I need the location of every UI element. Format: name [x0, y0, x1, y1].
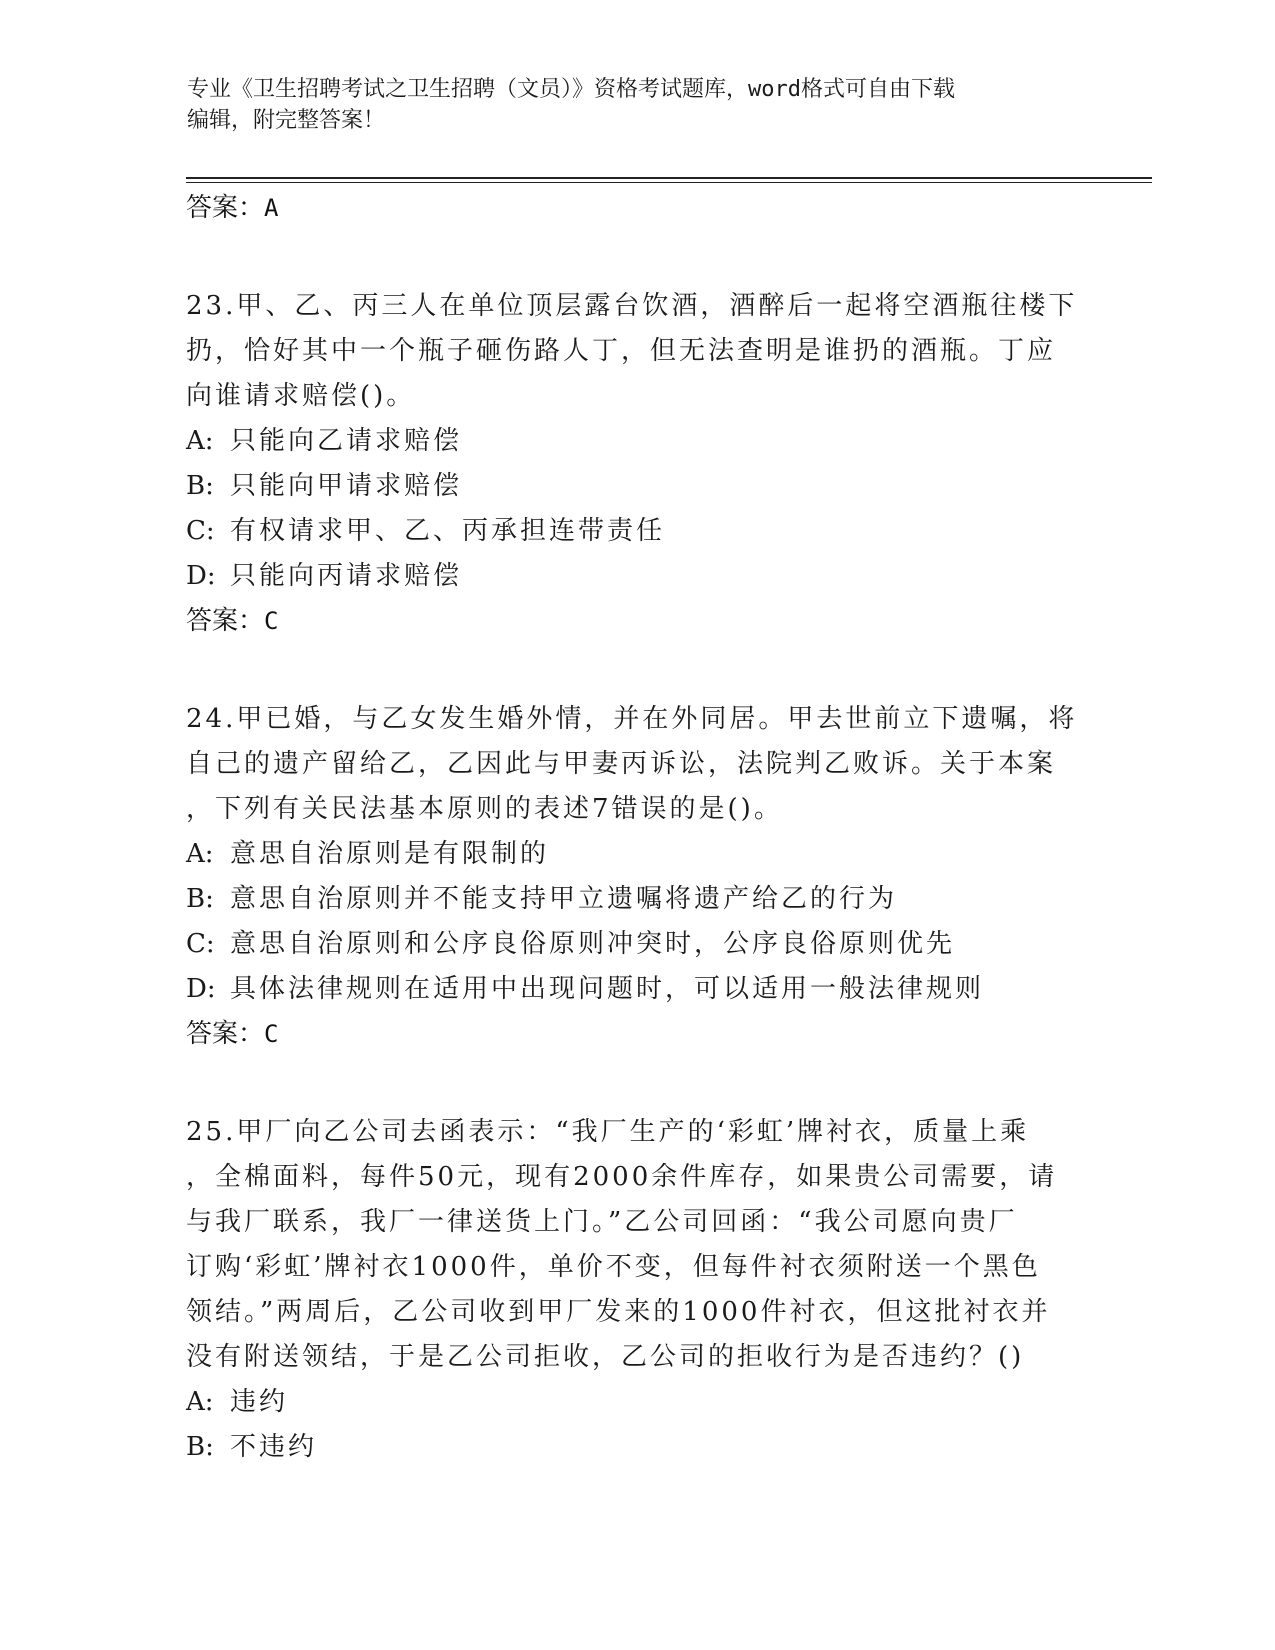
option-letter: B: — [186, 471, 214, 501]
option-text: 只能向甲请求赔偿 — [230, 471, 463, 501]
header-divider-thin — [186, 182, 1152, 183]
option-b — [186, 877, 1086, 922]
option-text: 不违约 — [230, 1432, 318, 1462]
option-letter: D: — [186, 561, 216, 591]
option-b — [186, 1425, 1086, 1470]
header-divider-thick — [186, 177, 1152, 179]
option-letter: B: — [186, 884, 214, 914]
question-spacer — [186, 230, 1086, 284]
question-text-line: 扔，恰好其中一个瓶子砸伤路人丁，但无法查明是谁扔的酒瓶。丁应 — [186, 336, 1057, 366]
option-a — [186, 1380, 1086, 1425]
question-text-line: 没有附送领结，于是乙公司拒收，乙公司的拒收行为是否违约？() — [186, 1342, 1025, 1372]
option-letter: C: — [186, 516, 215, 546]
option-letter: C: — [186, 929, 215, 959]
question-text-line: 自己的遗产留给乙，乙因此与甲妻丙诉讼，法院判乙败诉。关于本案 — [186, 749, 1057, 779]
option-c — [186, 922, 1086, 967]
option-a — [186, 832, 1086, 877]
answer-line — [186, 1012, 1086, 1056]
question-text-line: 24.甲已婚，与乙女发生婚外情，并在外同居。甲去世前立下遗嘱，将 — [186, 704, 1078, 734]
question-spacer — [186, 643, 1086, 697]
option-b — [186, 464, 1086, 509]
question-text-line: 与我厂联系，我厂一律送货上门。”乙公司回函：“我公司愿向贵厂 — [186, 1207, 1018, 1237]
question-text-line: ，下列有关民法基本原则的表述7错误的是()。 — [186, 794, 783, 824]
answer-label: 答案： — [186, 193, 265, 223]
question-list — [186, 186, 1086, 1470]
question-block — [186, 697, 1086, 1056]
answer-value: A — [264, 194, 279, 222]
option-letter: B: — [186, 1432, 214, 1462]
option-text: 意思自治原则是有限制的 — [230, 839, 550, 869]
question-text-line: 25.甲厂向乙公司去函表示：“我厂生产的‘彩虹’牌衬衣，质量上乘 — [186, 1117, 1030, 1147]
option-letter: A: — [186, 426, 214, 456]
question-text-line: 23.甲、乙、丙三人在单位顶层露台饮酒，酒醉后一起将空酒瓶往楼下 — [186, 291, 1078, 321]
question-text-line: 向谁请求赔偿()。 — [186, 381, 416, 411]
answer-label: 答案： — [186, 1019, 265, 1049]
question-block — [186, 284, 1086, 643]
option-letter: A: — [186, 1387, 214, 1417]
answer-line — [186, 599, 1086, 643]
option-letter: A: — [186, 839, 214, 869]
question-spacer — [186, 1056, 1086, 1110]
option-d — [186, 967, 1086, 1012]
option-text: 意思自治原则并不能支持甲立遗嘱将遗产给乙的行为 — [230, 884, 898, 914]
question-text-line: ，全棉面料，每件50元，现有2000余件库存，如果贵公司需要，请 — [186, 1162, 1058, 1192]
option-text: 只能向乙请求赔偿 — [230, 426, 463, 456]
option-text: 有权请求甲、乙、丙承担连带责任 — [230, 516, 666, 546]
option-letter: D: — [186, 974, 216, 1004]
answer-value: C — [264, 1020, 279, 1048]
header-line-2: 编辑，附完整答案！ — [187, 108, 386, 133]
option-text: 违约 — [230, 1387, 289, 1417]
option-c — [186, 509, 1086, 554]
option-a — [186, 419, 1086, 464]
question-text-line: 领结。”两周后，乙公司收到甲厂发来的1000件衬衣，但这批衬衣并 — [186, 1297, 1051, 1327]
option-text: 具体法律规则在适用中出现问题时，可以适用一般法律规则 — [230, 974, 985, 1004]
answer-label: 答案： — [186, 606, 265, 636]
answer-line — [186, 186, 1086, 230]
option-text: 意思自治原则和公序良俗原则冲突时，公序良俗原则优先 — [230, 929, 956, 959]
option-text: 只能向丙请求赔偿 — [230, 561, 463, 591]
option-d — [186, 554, 1086, 599]
header-line-1: 专业《卫生招聘考试之卫生招聘（文员）》资格考试题库，word格式可自由下载 — [187, 77, 955, 102]
answer-value: C — [264, 607, 279, 635]
question-text-line: 订购‘彩虹’牌衬衣1000件，单价不变，但每件衬衣须附送一个黑色 — [186, 1252, 1041, 1282]
question-block — [186, 1110, 1086, 1470]
document-header — [187, 74, 1067, 136]
